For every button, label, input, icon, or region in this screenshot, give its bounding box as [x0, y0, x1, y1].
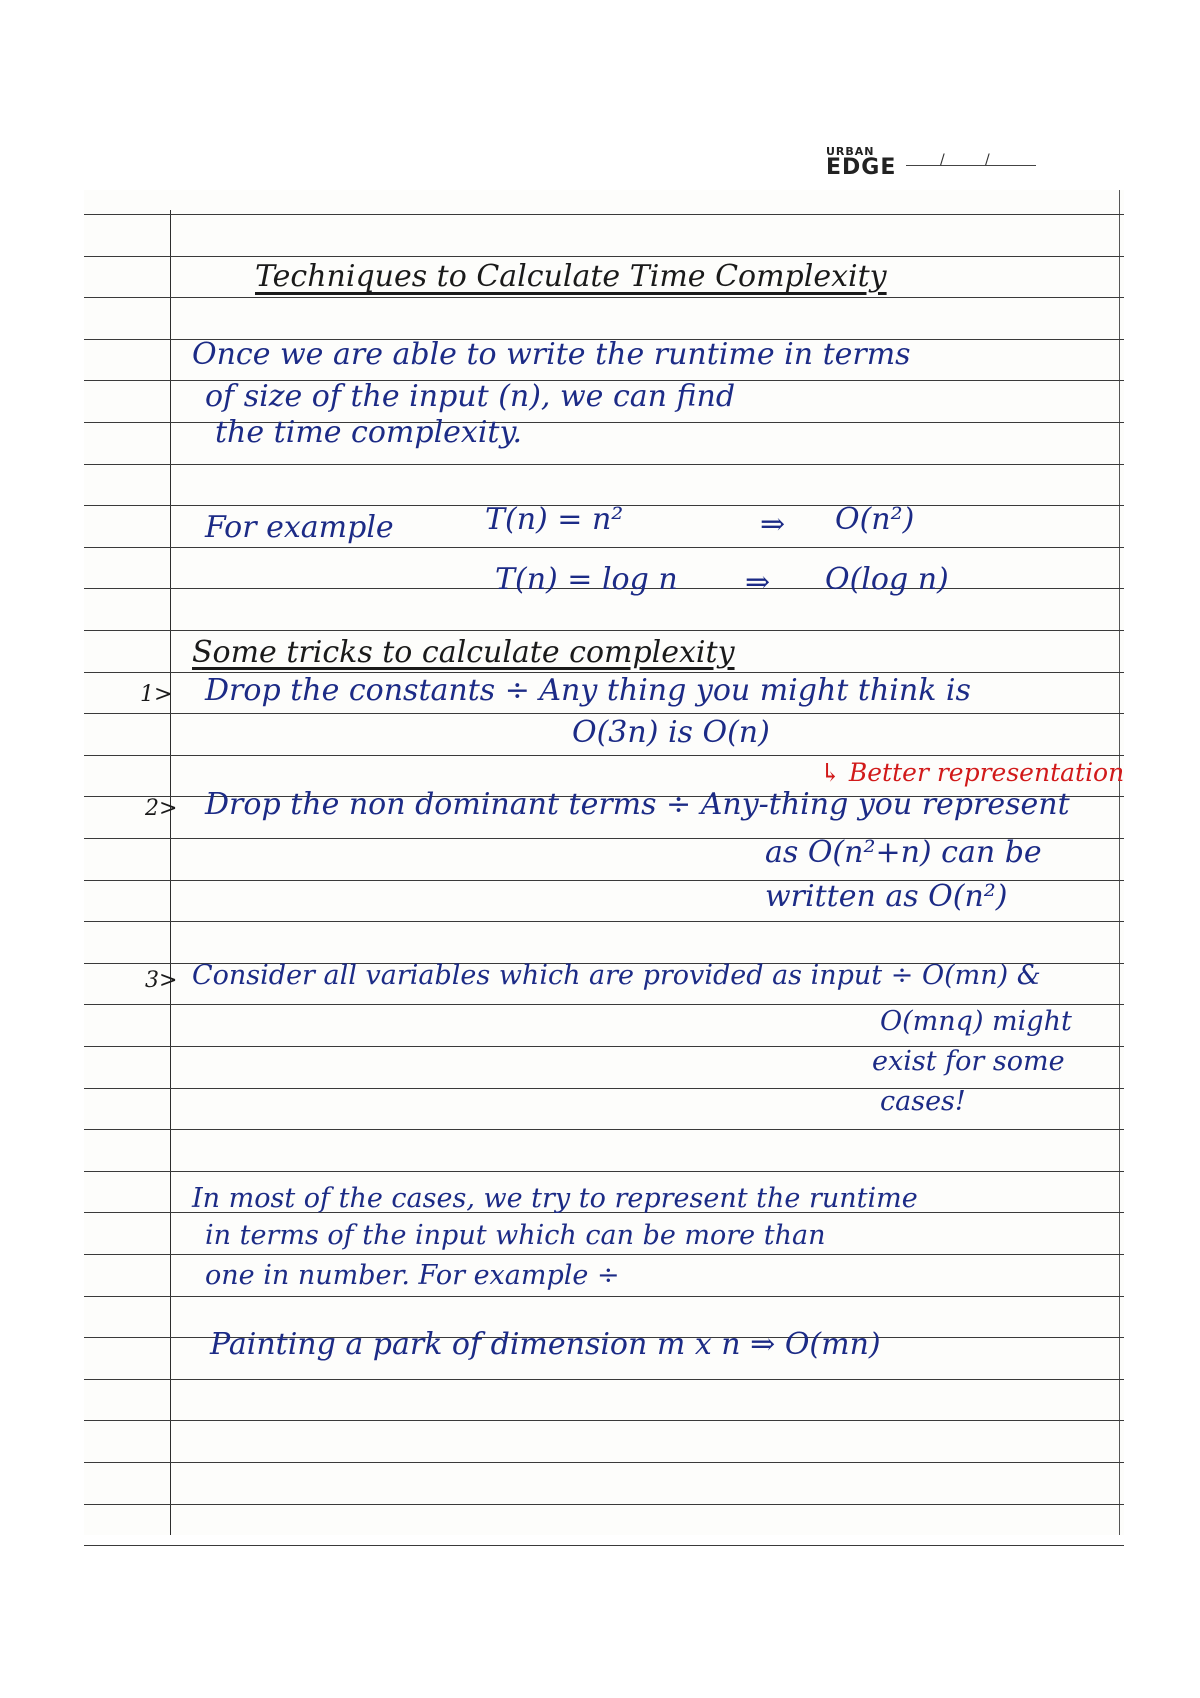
trick3-text-b: O(mnq) might [880, 1006, 1072, 1037]
date-slash-2: / [985, 152, 990, 168]
trick2-text-b: as O(n²+n) can be [765, 835, 1042, 870]
ruled-line [84, 1088, 1124, 1089]
example-eq1-arrow: ⇒ [760, 507, 786, 542]
example-eq2-arrow: ⇒ [745, 565, 771, 600]
example-eq2-lhs: T(n) = log n [495, 562, 678, 597]
trick2-text-a: Drop the non dominant terms ÷ Any-thing you represent [205, 787, 1070, 822]
date-line-top [906, 165, 1036, 166]
trick2-number: 2> [145, 796, 178, 821]
trick1-text-b: O(3n) is O(n) [572, 715, 770, 750]
closing-line-2: in terms of the input which can be more than [205, 1220, 826, 1251]
trick3-text-d: cases! [880, 1086, 966, 1117]
ruled-line [84, 755, 1124, 756]
paper-right-edge [1119, 190, 1120, 1535]
ruled-line [84, 214, 1124, 215]
trick1-note: ↳ Better representation [820, 758, 1125, 787]
trick3-number: 3> [145, 968, 178, 993]
example-eq1-lhs: T(n) = n² [485, 502, 624, 537]
page-title: Techniques to Calculate Time Complexity [255, 259, 887, 294]
ruled-line [84, 256, 1124, 257]
trick3-text-a: Consider all variables which are provided as input ÷ O(mn) & [192, 960, 1041, 991]
ruled-line [84, 1545, 1124, 1546]
ruled-line [84, 630, 1124, 631]
intro-line-1: Once we are able to write the runtime in terms [192, 337, 911, 372]
ruled-line [84, 1129, 1124, 1130]
ruled-line [84, 1462, 1124, 1463]
logo-top-text: URBAN [826, 145, 875, 158]
brand-logo [826, 146, 896, 179]
ruled-line [84, 921, 1124, 922]
example-eq2-rhs: O(log n) [825, 562, 949, 597]
ruled-line [84, 1296, 1124, 1297]
tricks-heading: Some tricks to calculate complexity [192, 635, 735, 670]
closing-line-4: Painting a park of dimension m x n ⇒ O(mn) [210, 1327, 881, 1362]
intro-line-3: the time complexity. [215, 415, 522, 450]
ruled-line [84, 547, 1124, 548]
ruled-line [84, 464, 1124, 465]
trick2-text-c: written as O(n²) [765, 879, 1008, 914]
ruled-line [84, 1254, 1124, 1255]
logo-bottom-text: EDGE [826, 155, 897, 180]
trick3-text-c: exist for some [872, 1046, 1065, 1077]
date-slash-1: / [940, 152, 945, 168]
trick1-text-a: Drop the constants ÷ Any thing you might think is [205, 673, 971, 708]
ruled-line [84, 1379, 1124, 1380]
ruled-line [84, 1171, 1124, 1172]
intro-line-2: of size of the input (n), we can find [205, 379, 736, 414]
example-label: For example [205, 510, 394, 545]
example-eq1-rhs: O(n²) [835, 502, 915, 537]
ruled-line [84, 1420, 1124, 1421]
ruled-line [84, 1504, 1124, 1505]
closing-line-1: In most of the cases, we try to represent the runtime [192, 1183, 918, 1214]
trick1-number: 1> [140, 682, 173, 707]
closing-line-3: one in number. For example ÷ [205, 1260, 620, 1291]
ruled-line [84, 297, 1124, 298]
